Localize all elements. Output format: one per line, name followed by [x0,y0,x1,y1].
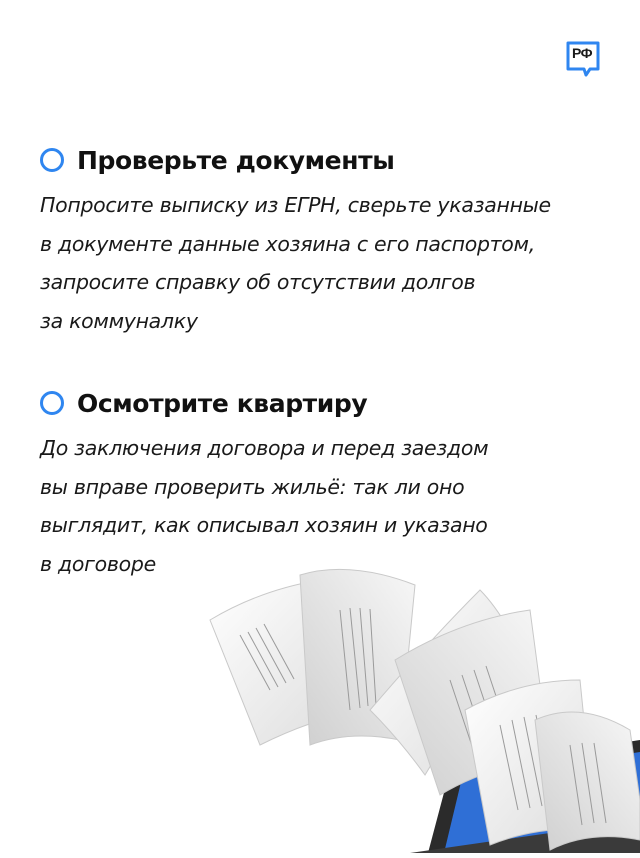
document-sheet [535,712,640,850]
section-title: Проверьте документы [77,145,395,175]
circle-icon [40,148,64,172]
logo-text: РФ [571,45,593,61]
body-line: вы вправе проверить жильё: так ли оно [40,474,465,499]
body-line: До заключения договора и перед заездом [40,436,489,460]
section-title: Осмотрите квартиру [77,388,368,418]
logo [566,41,602,77]
body-line: в договоре [40,551,156,576]
section-heading [40,140,620,180]
flying-documents-icon [200,540,640,853]
body-line: запросите справку об отсутствии долгов [40,270,476,294]
circle-icon [40,391,64,415]
section-heading [40,383,620,423]
body-line: выглядит, как описывал хозяин и указано [40,513,488,537]
illustration [200,540,640,853]
body-line: за коммуналку [40,308,198,333]
body-line: в документе данные хозяина с его паспортом, [40,231,535,256]
body-line: Попросите выписку из ЕГРН, сверьте указанные [40,193,551,217]
section-body [40,186,620,340]
section-check-documents [40,140,620,340]
